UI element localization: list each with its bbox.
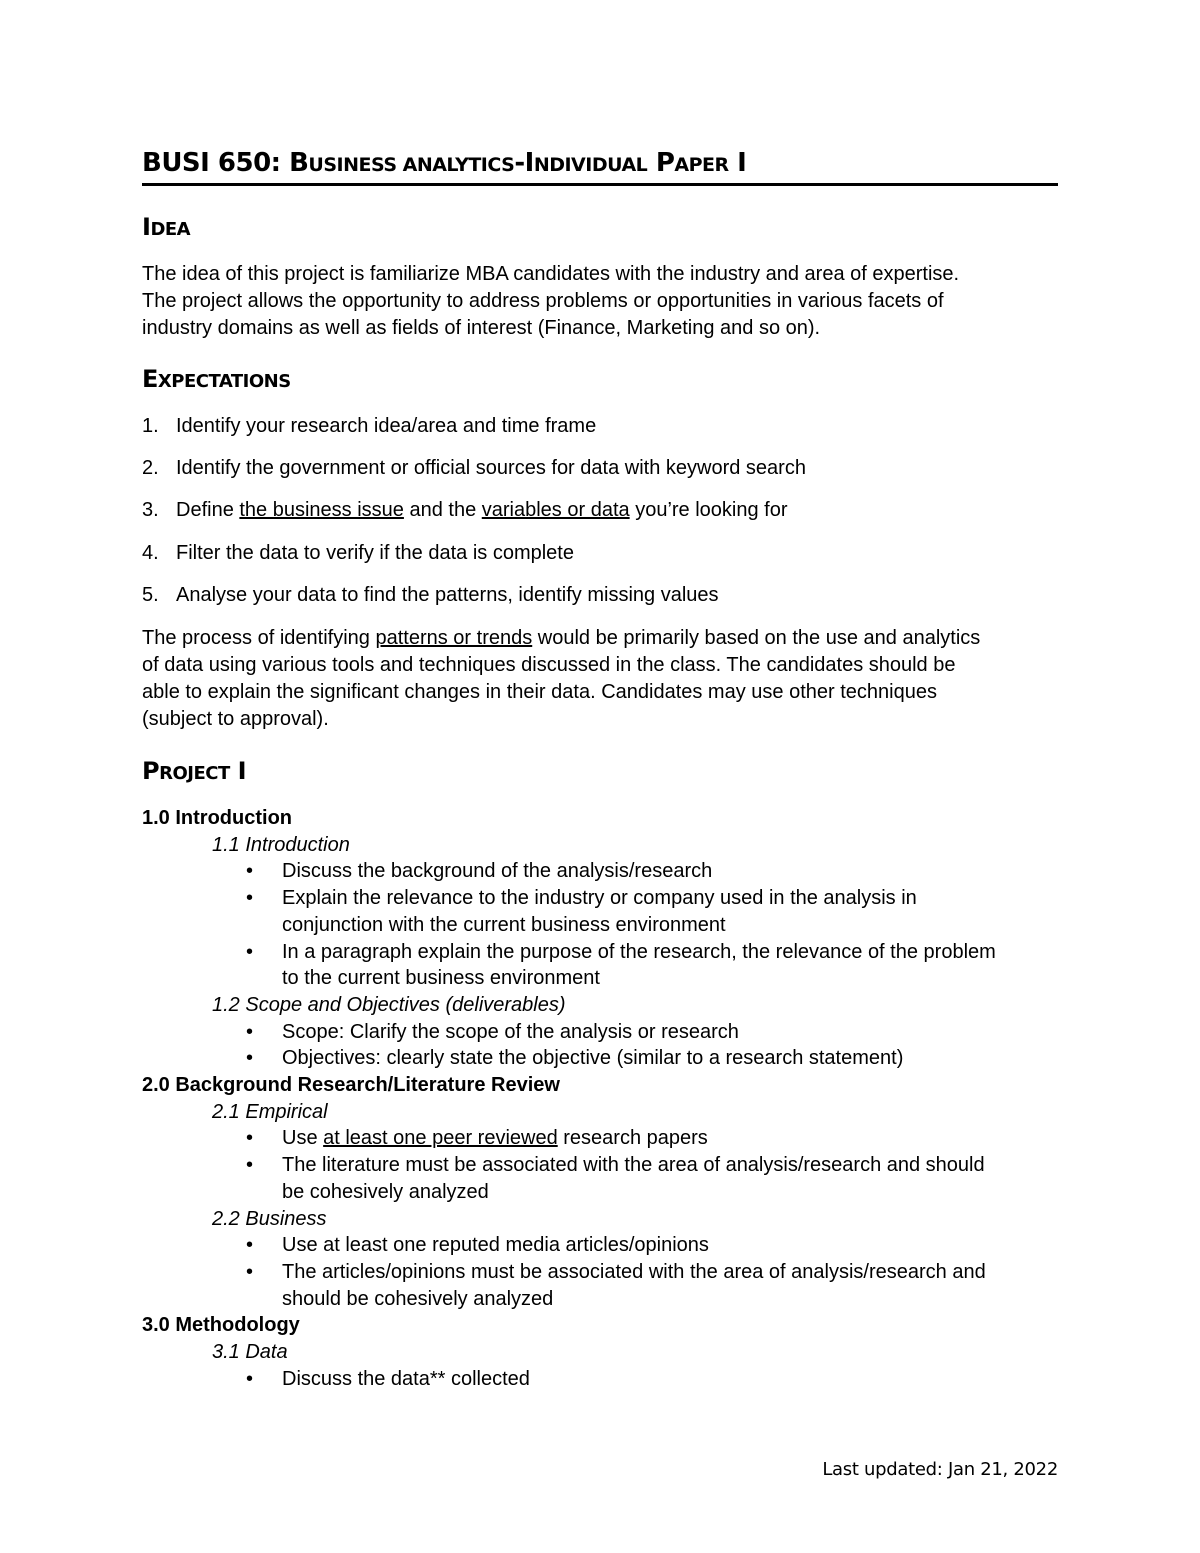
paragraph-line: industry domains as well as fields of interest (Finance, Marketing and so on). [142,317,821,339]
title-text: USINESS ANALYTICS [308,154,515,176]
project-outline [142,805,1058,1392]
bullet-icon: • [246,1154,254,1177]
expectation-item: 2. Identify the government or official sources for data with keyword search [142,457,806,479]
bullet-icon: • [246,1234,254,1257]
bullet-icon: • [246,940,254,963]
underlined-text: patterns or trends [375,627,533,649]
subsection-heading: 2.2 Business [212,1207,327,1230]
underlined-text: at least one peer reviewed [323,1127,558,1150]
bullet-icon: • [246,1020,254,1043]
subsection-heading: 3.1 Data [212,1341,288,1364]
title-text: BUSI 650: B [142,148,309,178]
bullet-item: • In a paragraph explain the purpose of the research, the relevance of the problem to the current business environment [246,940,996,990]
project-heading: PROJECT I [142,757,247,785]
underlined-text: the business issue [239,499,404,521]
subsection-heading: 1.2 Scope and Objectives (deliverables) [212,993,566,1016]
bullet-item: • Explain the relevance to the industry or company used in the analysis in conjunction with the current business environment [246,887,917,936]
bullet-icon: • [246,860,254,883]
bullet-item: • The literature must be associated with the area of analysis/research and should be cohesively analyzed [246,1154,985,1203]
bullet-item: • The articles/opinions must be associated with the area of analysis/research and should be cohesively analyzed [246,1260,986,1310]
bullet-item: • Use at least one peer reviewed research papers [142,1125,1058,1152]
bullet-item: • Scope: Clarify the scope of the analysis or research [142,1019,1058,1046]
paragraph-line: The project allows the opportunity to address problems or opportunities in various facets of [142,290,944,312]
bullet-icon: • [246,1047,254,1070]
bullet-item: • Use at least one reputed media articles/opinions [142,1232,1058,1259]
last-updated-footer: Last updated: Jan 21, 2022 [822,1459,1058,1480]
section-heading: 1.0 Introduction [142,807,292,829]
paragraph-line: of data using various tools and techniques discussed in the class. The candidates should be [142,654,956,676]
expectation-item: 5. Analyse your data to find the patterns, identify missing values [142,584,719,606]
title-text: I [728,148,747,178]
bullet-icon: • [246,887,254,910]
expectation-item: 3. Define the business issue and the variables or data you’re looking for [142,499,788,521]
paragraph-line: able to explain the significant changes in their data. Candidates may use other techniques [142,681,937,703]
paragraph-line: The idea of this project is familiarize MBA candidates with the industry and area of expertise. [142,263,960,285]
paragraph-line: (subject to approval). [142,708,329,730]
subsection-heading: 1.1 Introduction [212,833,350,856]
bullet-icon: • [246,1367,254,1390]
expectation-item: 1. Identify your research idea/area and time frame [142,415,597,437]
title-text: P [647,148,675,178]
process-paragraph [142,625,1058,733]
bullet-icon: • [246,1127,254,1150]
idea-paragraph [142,261,1058,342]
title-text: APER [674,154,729,176]
bullet-icon: • [246,1260,254,1283]
underlined-text: variables or data [481,499,630,521]
bullet-item: • Discuss the background of the analysis/research [142,858,1058,885]
bullet-item: • Discuss the data** collected [142,1366,1058,1393]
idea-heading: IDEA [142,213,191,241]
title-text: -I [514,148,534,178]
expectations-heading: EXPECTATIONS [142,365,291,393]
paragraph-line: The process of identifying patterns or trends would be primarily based on the use and analytics [142,627,981,649]
expectation-item: 4. Filter the data to verify if the data is complete [142,542,574,564]
document-title [142,146,1058,186]
section-heading: 2.0 Background Research/Literature Review [142,1074,560,1097]
section-heading: 3.0 Methodology [142,1314,300,1337]
title-text: NDIVIDUAL [533,154,648,176]
bullet-item: • Objectives: clearly state the objective (similar to a research statement) [142,1045,1058,1072]
subsection-heading: 2.1 Empirical [212,1100,328,1123]
document-page [142,0,1058,1553]
